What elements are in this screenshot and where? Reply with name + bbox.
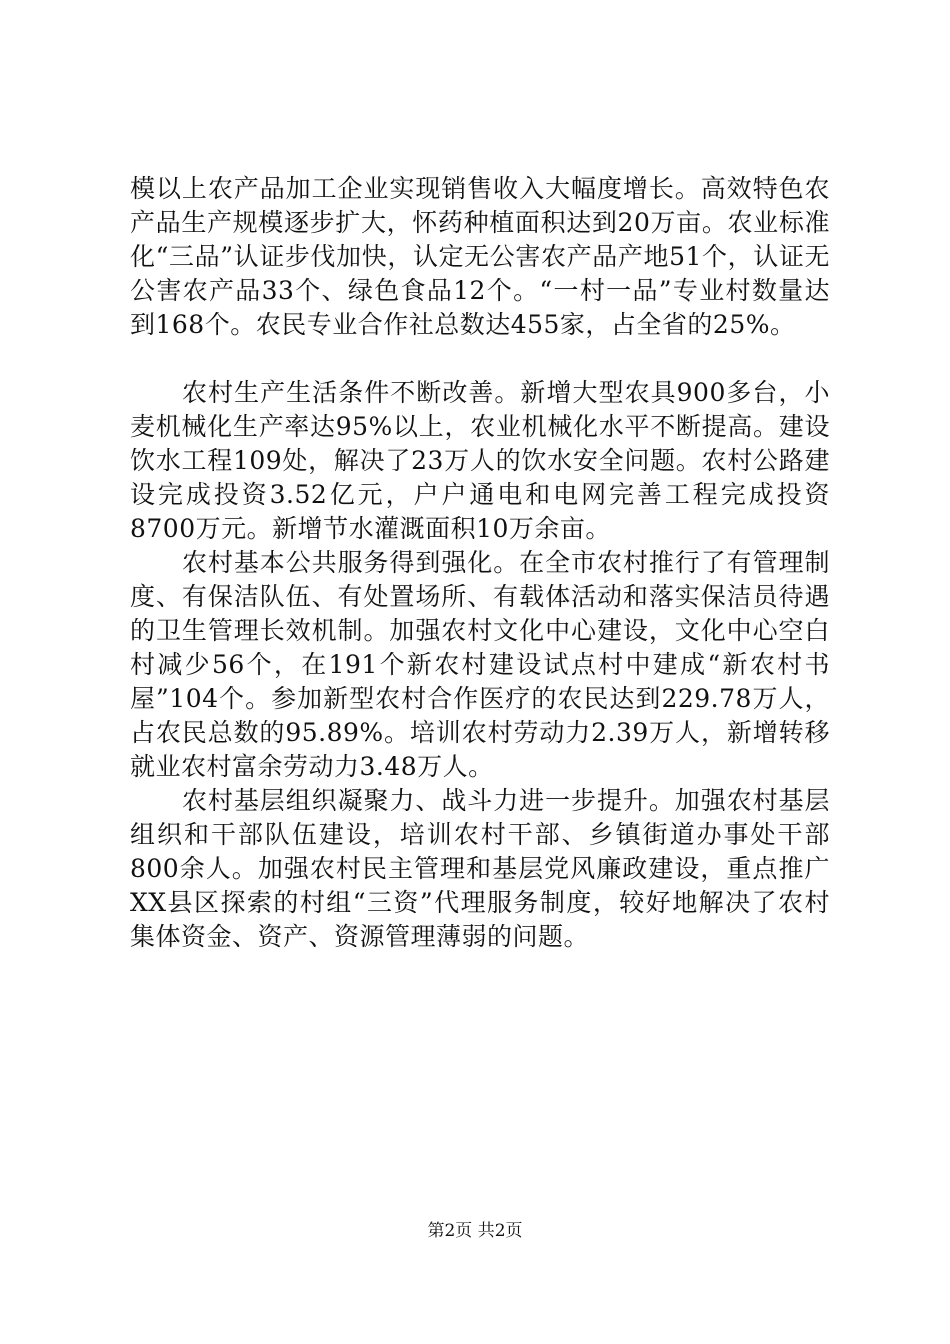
paragraph-public-services: 农村基本公共服务得到强化。在全市农村推行了有管理制度、有保洁队伍、有处置场所、有载体活动和落实保洁员待遇的卫生管理长效机制。加强农村文化中心建设，文化中心空白村减少56个，在191个新农村建设试点村中建成“新农村书屋”104个。参加新型农村合作医疗的农民达到229.78万人，占农民总数的95.89%。培训农村劳动力2.39万人，新增转移就业农村富余劳动力3.48万人。 <box>130 548 830 781</box>
document-body <box>130 172 830 954</box>
paragraph-living-conditions: 农村生产生活条件不断改善。新增大型农具900多台，小麦机械化生产率达95%以上，农业机械化水平不断提高。建设饮水工程109处，解决了23万人的饮水安全问题。农村公路建设完成投资3.52亿元，户户通电和电网完善工程完成投资8700万元。新增节水灌溉面积10万余亩。 <box>130 378 830 543</box>
paragraph-grassroots-organization: 农村基层组织凝聚力、战斗力进一步提升。加强农村基层组织和干部队伍建设，培训农村干部、乡镇街道办事处干部800余人。加强农村民主管理和基层党风廉政建设，重点推广XX县区探索的村组“三资”代理服务制度，较好地解决了农村集体资金、资产、资源管理薄弱的问题。 <box>130 786 830 951</box>
paragraph-continued: 模以上农产品加工企业实现销售收入大幅度增长。高效特色农产品生产规模逐步扩大，怀药种植面积达到20万亩。农业标准化“三品”认证步伐加快，认定无公害农产品产地51个，认证无公害农产品33个、绿色食品12个。“一村一品”专业村数量达到168个。农民专业合作社总数达455家，占全省的25%。 <box>130 174 830 339</box>
page-number-footer: 第2页 共2页 <box>427 1221 523 1241</box>
